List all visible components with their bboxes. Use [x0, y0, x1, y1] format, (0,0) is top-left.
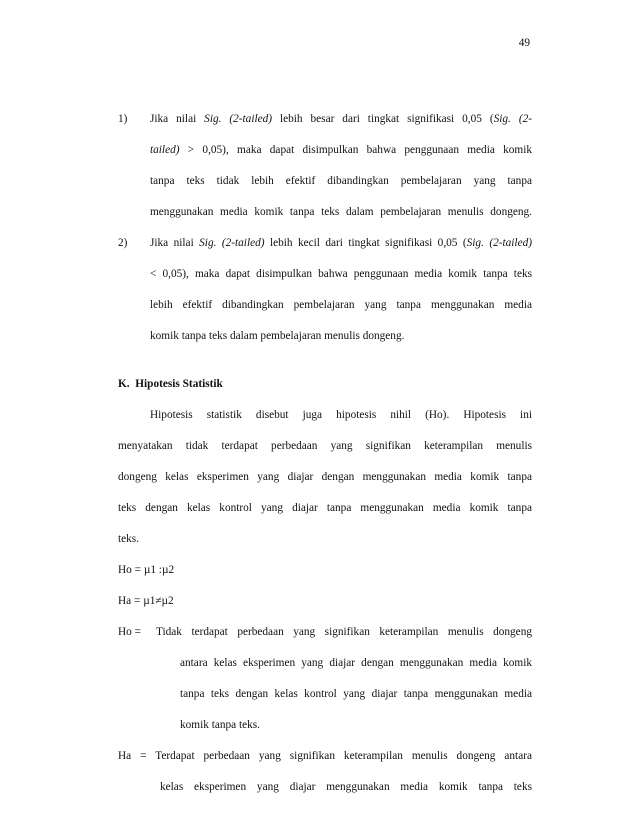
list-item-number: 2): [118, 237, 128, 249]
ho-line: Tidak terdapat perbedaan yang signifikan keterampilan menulis dongeng: [156, 626, 532, 638]
paragraph-line: menyatakan tidak terdapat perbedaan yang signifikan keterampilan menulis: [118, 440, 532, 452]
list-item-line: < 0,05), maka dapat disimpulkan bahwa penggunaan media komik tanpa teks: [150, 268, 532, 280]
list-item-line: komik tanpa teks dalam pembelajaran menulis dongeng.: [150, 330, 405, 342]
paragraph-line: teks dengan kelas kontrol yang diajar tanpa menggunakan media komik tanpa: [118, 502, 532, 514]
ho-label: Ho =: [118, 626, 142, 638]
ho-line: tanpa teks dengan kelas kontrol yang diajar tanpa menggunakan media: [180, 688, 532, 700]
list-item-line: lebih efektif dibandingkan pembelajaran yang tanpa menggunakan media: [150, 299, 532, 311]
list-item-number: 1): [118, 113, 128, 125]
formula-ha: Ha = µ1≠µ2: [118, 595, 174, 607]
list-item-line: tailed) > 0,05), maka dapat disimpulkan bahwa penggunaan media komik: [150, 144, 532, 156]
ho-line: komik tanpa teks.: [180, 719, 261, 731]
ha-line: kelas eksperimen yang diajar menggunakan media komik tanpa teks: [160, 781, 532, 793]
ho-line: antara kelas eksperimen yang diajar dengan menggunakan media komik: [180, 657, 532, 669]
list-item-line: tanpa teks tidak lebih efektif dibandingkan pembelajaran yang tanpa: [150, 175, 532, 187]
formula-ho: Ho = µ1 :µ2: [118, 564, 175, 576]
ha-line: Ha = Terdapat perbedaan yang signifikan keterampilan menulis dongeng antara: [118, 750, 532, 762]
page-number: 49: [518, 37, 530, 49]
paragraph-line: dongeng kelas eksperimen yang diajar dengan menggunakan media komik tanpa: [118, 471, 532, 483]
list-item-line: Jika nilai Sig. (2-tailed) lebih kecil dari tingkat signifikasi 0,05 (Sig. (2-tailed): [150, 237, 532, 249]
paragraph-line: Hipotesis statistik disebut juga hipotesis nihil (Ho). Hipotesis ini: [150, 409, 532, 421]
paragraph-line: teks.: [118, 533, 140, 545]
list-item-line: Jika nilai Sig. (2-tailed) lebih besar dari tingkat signifikasi 0,05 (Sig. (2-: [150, 113, 532, 125]
section-heading: K. Hipotesis Statistik: [118, 378, 223, 390]
list-item-line: menggunakan media komik tanpa teks dalam pembelajaran menulis dongeng.: [150, 206, 532, 218]
